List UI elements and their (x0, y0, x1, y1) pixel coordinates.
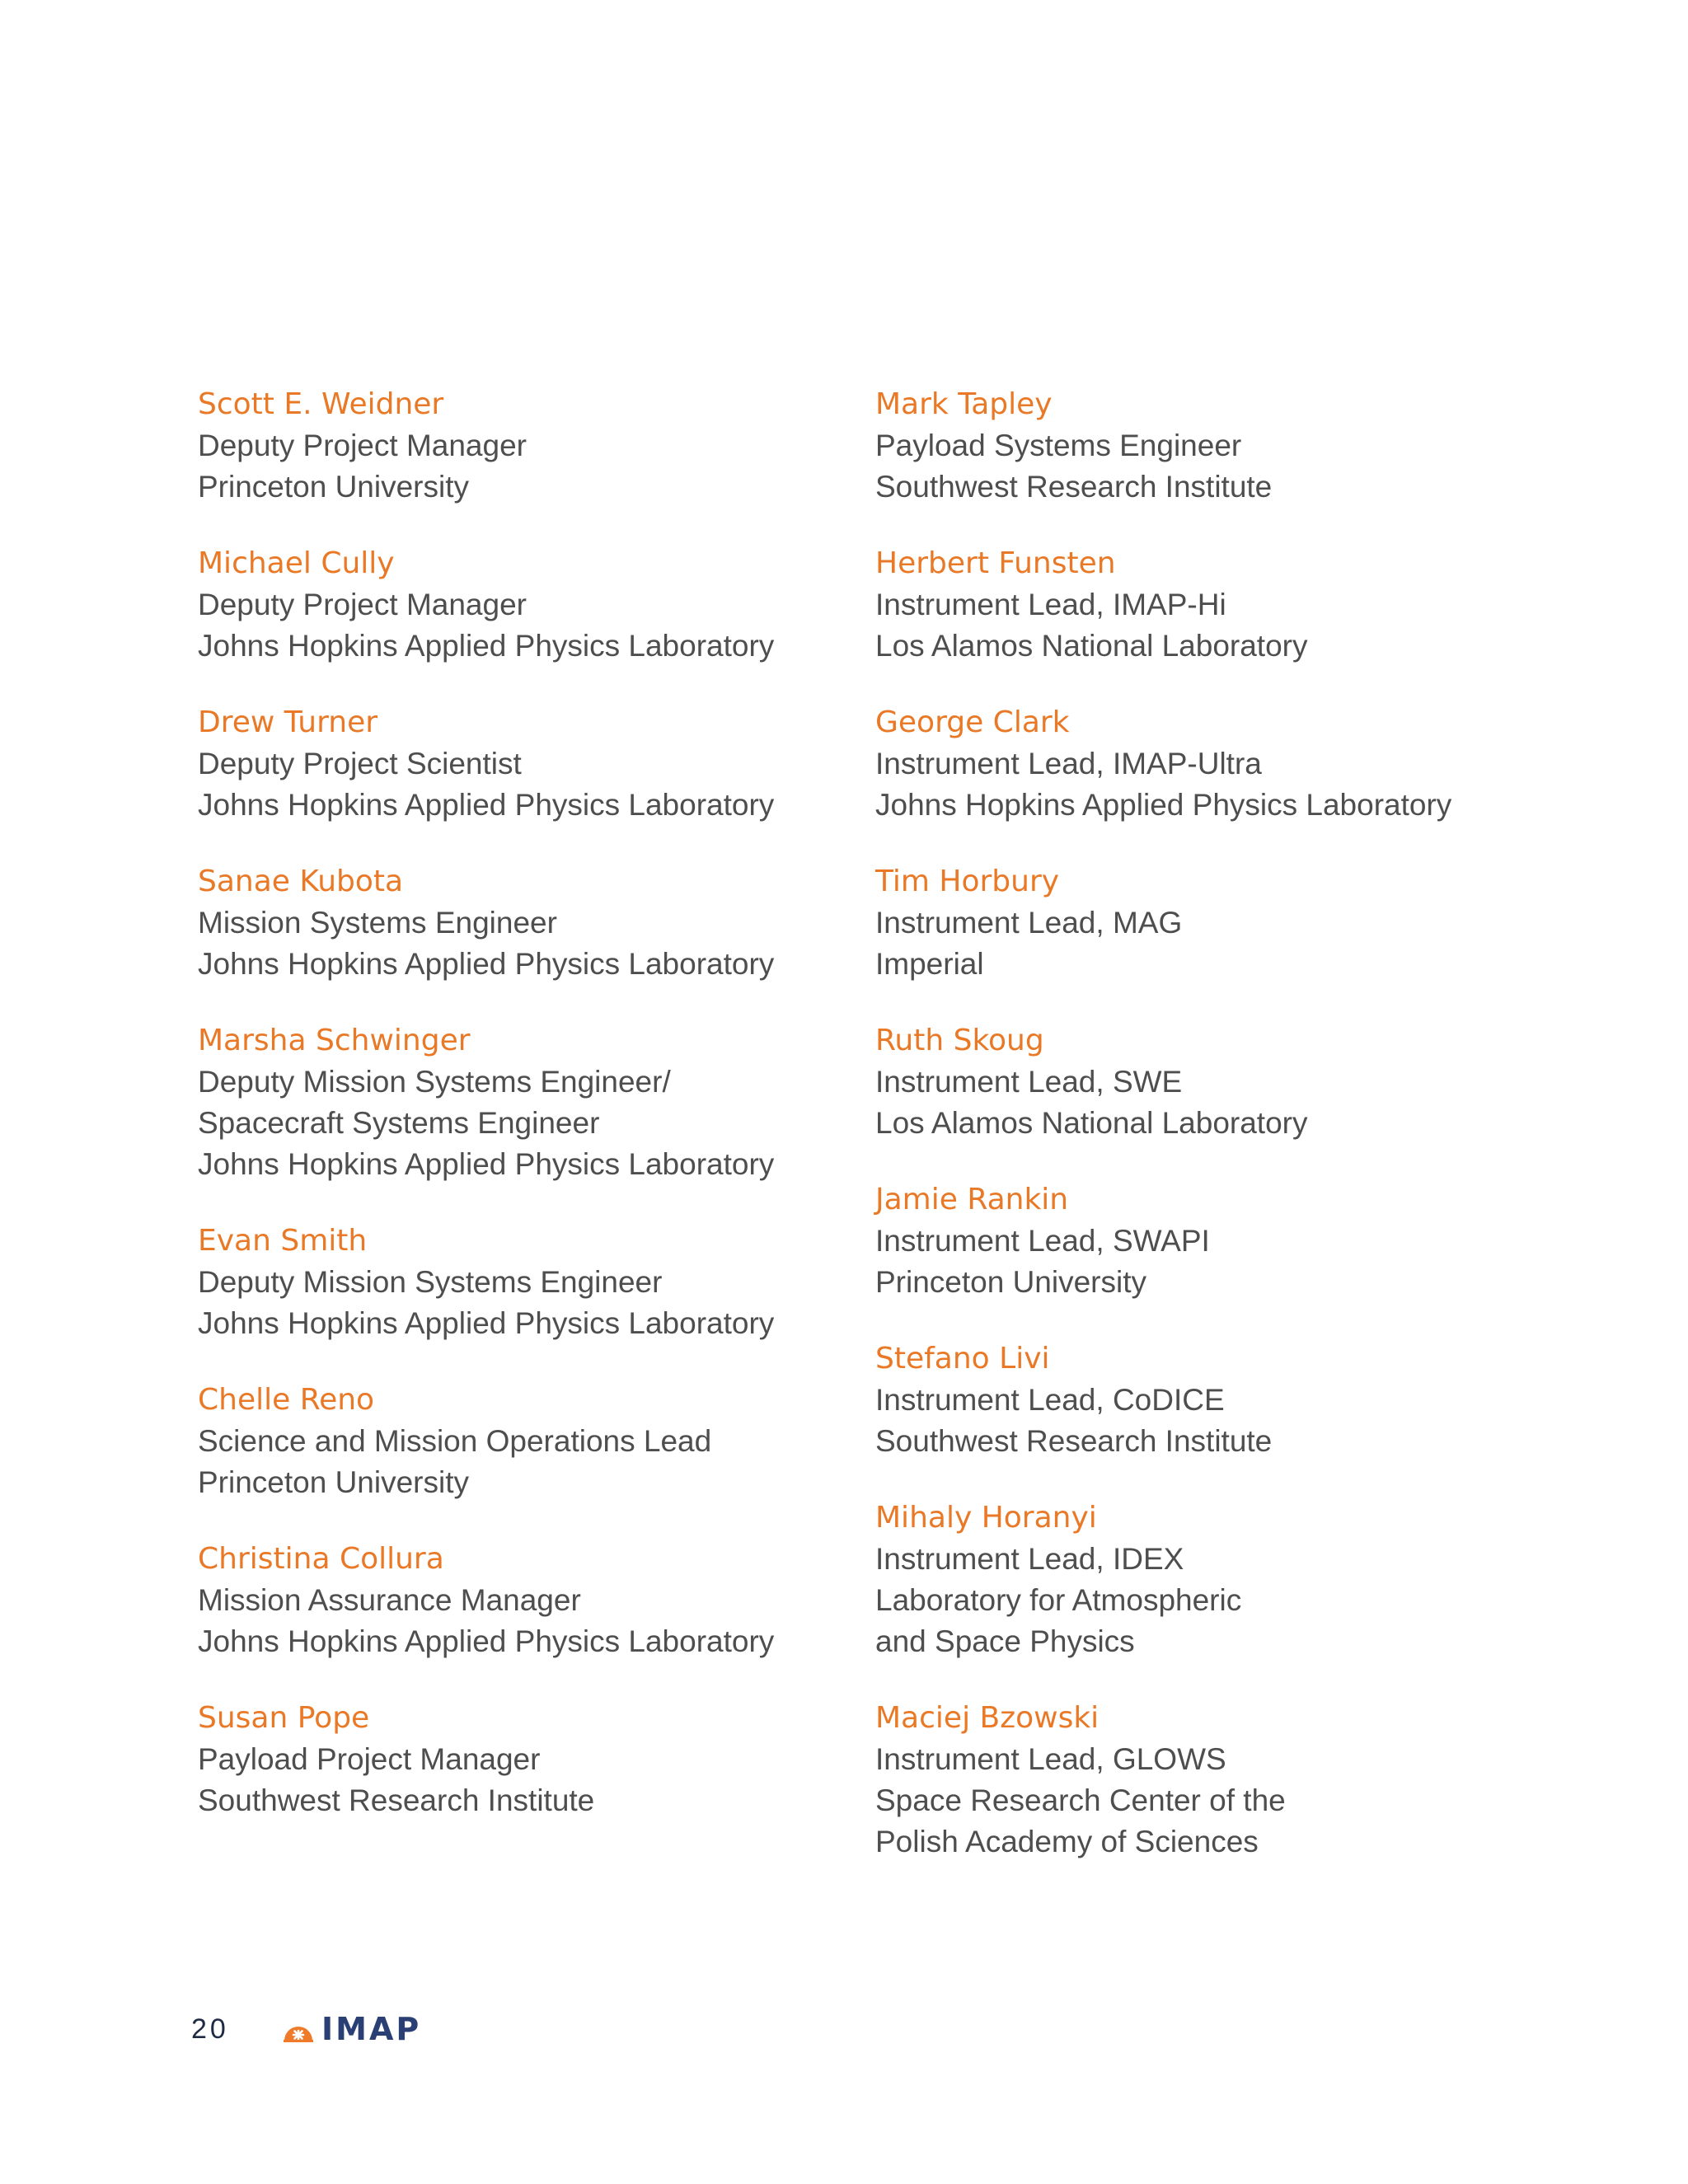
member-institution: Johns Hopkins Applied Physics Laboratory (198, 1306, 775, 1340)
member-role: Instrument Lead, MAG (875, 906, 1183, 940)
team-member-entry (198, 1221, 841, 1344)
member-name: Herbert Funsten (875, 546, 1116, 580)
member-role: Deputy Project Scientist (198, 747, 522, 780)
member-institution: Los Alamos National Laboratory (875, 629, 1308, 663)
member-name: Evan Smith (198, 1224, 368, 1258)
member-institution: Imperial (875, 947, 984, 981)
team-member-entry (875, 702, 1518, 826)
member-name: George Clark (875, 705, 1070, 739)
team-member-entry (198, 1020, 841, 1185)
member-institution: Princeton University (198, 1465, 470, 1499)
member-role: Instrument Lead, IMAP-Ultra (875, 747, 1262, 780)
team-member-entry (198, 1380, 841, 1503)
member-role: Mission Assurance Manager (198, 1583, 581, 1617)
team-member-entry (875, 1497, 1518, 1662)
member-name: Stefano Livi (875, 1342, 1050, 1376)
member-role: Spacecraft Systems Engineer (198, 1106, 600, 1140)
team-member-entry (198, 543, 841, 667)
member-name: Mark Tapley (875, 387, 1053, 421)
member-name: Drew Turner (198, 705, 378, 739)
member-institution: Polish Academy of Sciences (875, 1825, 1259, 1858)
member-name: Michael Cully (198, 546, 395, 580)
team-member-entry (875, 861, 1518, 985)
member-role: Deputy Mission Systems Engineer/ (198, 1065, 671, 1099)
logo-text: IMAP (321, 2011, 422, 2047)
team-member-entry (198, 861, 841, 985)
member-institution: Southwest Research Institute (198, 1783, 595, 1817)
member-name: Ruth Skoug (875, 1024, 1044, 1057)
member-institution: Southwest Research Institute (875, 1424, 1273, 1458)
right-column (875, 384, 1518, 1898)
member-name: Maciej Bzowski (875, 1701, 1100, 1735)
member-role: Instrument Lead, SWE (875, 1065, 1183, 1099)
member-institution: and Space Physics (875, 1624, 1135, 1658)
member-role: Payload Project Manager (198, 1742, 541, 1776)
imap-sun-icon (282, 2013, 315, 2046)
member-name: Scott E. Weidner (198, 387, 444, 421)
team-member-entry (875, 1338, 1518, 1462)
imap-logo (282, 2011, 421, 2047)
member-role: Instrument Lead, GLOWS (875, 1742, 1226, 1776)
member-role: Instrument Lead, IDEX (875, 1542, 1184, 1576)
left-column (198, 384, 841, 1857)
team-member-entry (875, 543, 1518, 667)
member-role: Space Research Center of the (875, 1783, 1286, 1817)
team-member-entry (198, 384, 841, 508)
member-institution: Princeton University (198, 470, 470, 504)
team-member-entry (198, 702, 841, 826)
member-role: Instrument Lead, IMAP-Hi (875, 588, 1226, 621)
member-institution: Princeton University (875, 1265, 1147, 1299)
member-role: Payload Systems Engineer (875, 429, 1242, 462)
member-name: Sanae Kubota (198, 865, 404, 898)
member-institution: Johns Hopkins Applied Physics Laboratory (198, 947, 775, 981)
member-role: Deputy Mission Systems Engineer (198, 1265, 663, 1299)
member-institution: Johns Hopkins Applied Physics Laboratory (198, 1147, 775, 1181)
member-institution: Johns Hopkins Applied Physics Laboratory (875, 788, 1452, 822)
team-member-entry (198, 1698, 841, 1821)
member-institution: Johns Hopkins Applied Physics Laboratory (198, 629, 775, 663)
member-role: Instrument Lead, CoDICE (875, 1383, 1225, 1417)
team-member-entry (875, 384, 1518, 508)
team-member-entry (875, 1179, 1518, 1303)
member-role: Mission Systems Engineer (198, 906, 557, 940)
member-role: Laboratory for Atmospheric (875, 1583, 1242, 1617)
member-role: Instrument Lead, SWAPI (875, 1224, 1210, 1258)
member-role: Deputy Project Manager (198, 429, 527, 462)
page-footer (191, 2006, 421, 2052)
page-number: 20 (191, 2013, 229, 2045)
member-name: Susan Pope (198, 1701, 370, 1735)
member-name: Marsha Schwinger (198, 1024, 471, 1057)
member-name: Jamie Rankin (875, 1183, 1069, 1216)
member-name: Mihaly Horanyi (875, 1501, 1097, 1535)
member-name: Tim Horbury (875, 865, 1060, 898)
member-role: Science and Mission Operations Lead (198, 1424, 712, 1458)
member-name: Chelle Reno (198, 1383, 375, 1417)
member-institution: Los Alamos National Laboratory (875, 1106, 1308, 1140)
member-role: Deputy Project Manager (198, 588, 527, 621)
member-name: Christina Collura (198, 1542, 444, 1576)
team-member-entry (198, 1539, 841, 1662)
team-member-entry (875, 1020, 1518, 1144)
member-institution: Johns Hopkins Applied Physics Laboratory (198, 788, 775, 822)
member-institution: Johns Hopkins Applied Physics Laboratory (198, 1624, 775, 1658)
member-institution: Southwest Research Institute (875, 470, 1273, 504)
team-member-entry (875, 1698, 1518, 1863)
